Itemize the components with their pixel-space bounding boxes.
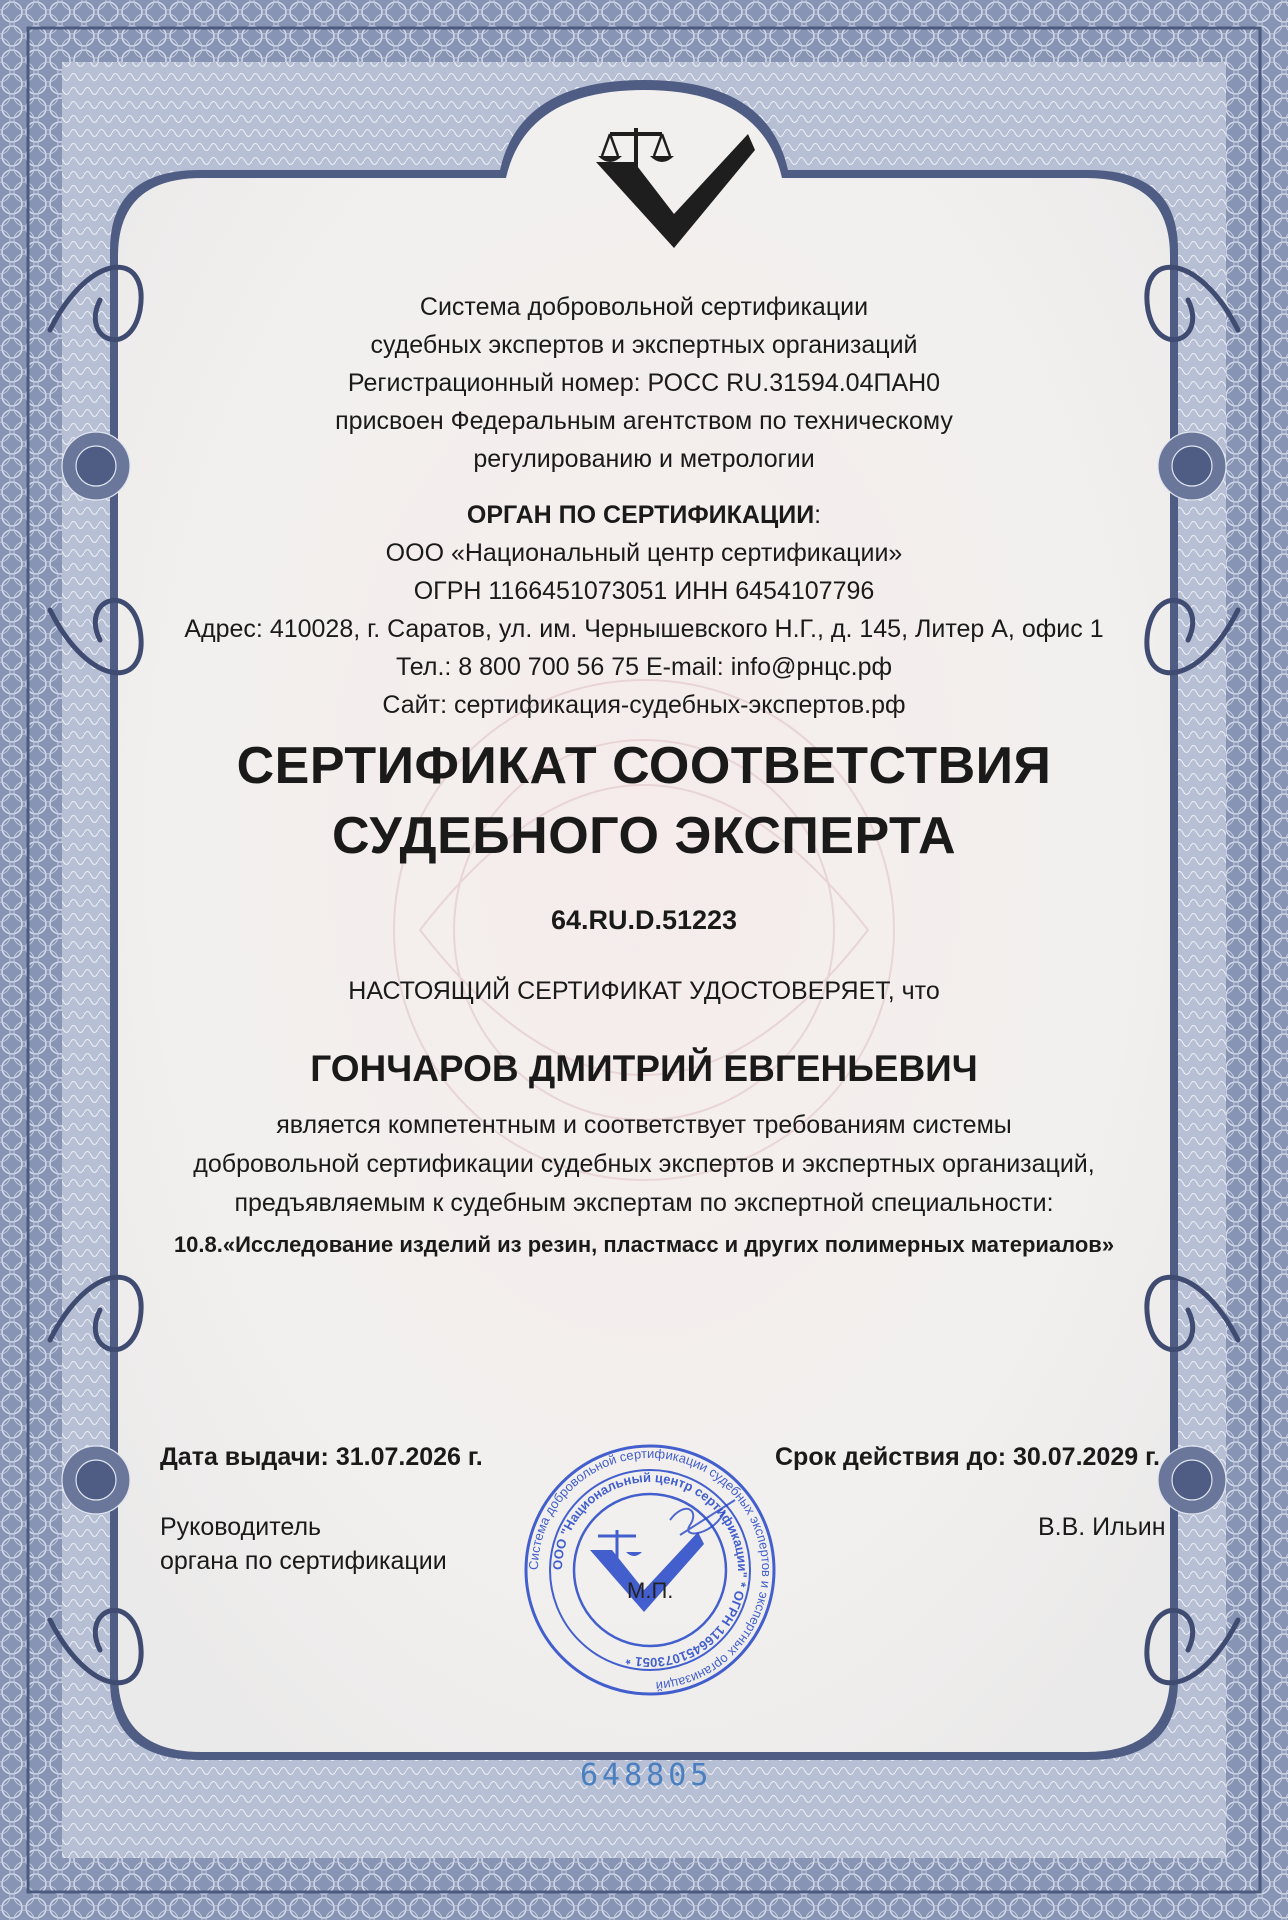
organ-label: ОРГАН ПО СЕРТИФИКАЦИИ [466, 501, 815, 529]
competence-line: предъявляемым к судебным экспертам по экспертной специальности: [234, 1189, 1054, 1217]
organ-heading [0, 500, 1288, 531]
holder-name: ГОНЧАРОВ ДМИТРИЙ ЕВГЕНЬЕВИЧ [310, 1048, 978, 1089]
stamp-place-mark: М.П. [627, 1578, 674, 1603]
organ-ogrn: ОГРН 1166451073051 ИНН 6454107796 [413, 577, 875, 605]
certificate-title-line2: СУДЕБНОГО ЭКСПЕРТА [331, 807, 957, 865]
certificate-title-line1: СЕРТИФИКАТ СООТВЕТСТВИЯ [236, 737, 1052, 795]
system-line: судебных экспертов и экспертных организаций [370, 331, 918, 359]
certificate-number: 64.RU.D.51223 [550, 905, 738, 935]
organization-stamp [520, 1440, 780, 1700]
signatory-name: В.В. Ильин [1038, 1513, 1166, 1541]
organ-colon: : [814, 501, 822, 529]
organ-site: Сайт: сертификация-судебных-экспертов.рф [382, 691, 906, 719]
organ-contacts: Тел.: 8 800 700 56 75 E-mail: info@рнцс.рф [395, 653, 893, 681]
valid-until: Срок действия до: 30.07.2029 г. [775, 1443, 1160, 1471]
system-line: регулированию и метрологии [473, 445, 815, 473]
issue-date: Дата выдачи: 31.07.2026 г. [160, 1443, 483, 1471]
organ-name: ООО «Национальный центр сертификации» [385, 539, 903, 567]
competence-line: добровольной сертификации судебных экспертов и экспертных организаций, [193, 1150, 1095, 1178]
registration-number: Регистрационный номер: РОСС RU.31594.04ПАН0 [347, 369, 941, 397]
certifies-text: НАСТОЯЩИЙ СЕРТИФИКАТ УДОСТОВЕРЯЕТ, что [348, 977, 940, 1005]
head-title-line2: органа по сертификации [160, 1547, 447, 1575]
specialty: 10.8.«Исследование изделий из резин, пластмасс и других полимерных материалов» [173, 1232, 1115, 1257]
system-line: присвоен Федеральным агентством по техническому [335, 407, 953, 435]
competence-line: является компетентным и соответствует требованиям системы [276, 1111, 1012, 1139]
system-line: Система добровольной сертификации [419, 293, 869, 321]
head-title-line1: Руководитель [160, 1513, 322, 1541]
stamp-outer-text: Система добровольной сертификации судебных экспертов и экспертных организаций [525, 1445, 775, 1694]
organ-address: Адрес: 410028, г. Саратов, ул. им. Чернышевского Н.Г., д. 145, Литер А, офис 1 [184, 615, 1104, 643]
stamp-inner-text: ООО "Национальный центр сертификации" * ОГРН 1166451073051 * [549, 1469, 751, 1671]
serial-number: 648805 [580, 1758, 713, 1793]
